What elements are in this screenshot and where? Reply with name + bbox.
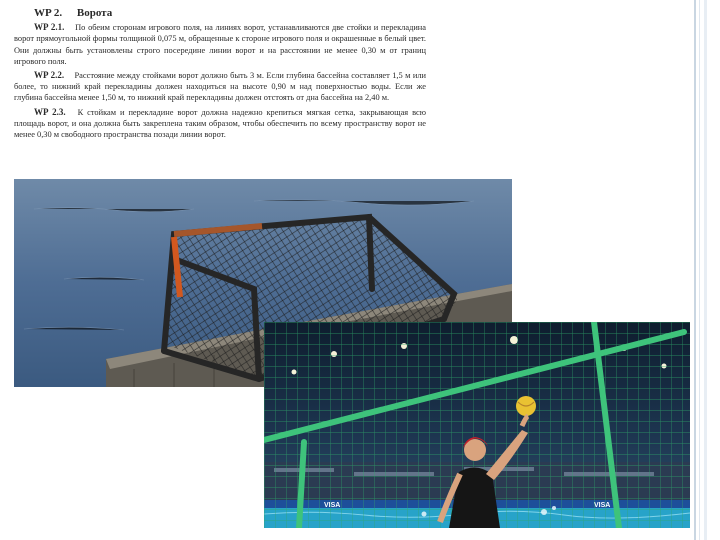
rule-paragraph [14,70,426,104]
slide-right-border [690,0,720,540]
rule-number: WP 2.1. [34,22,65,33]
rule-text: К стойкам и перекладине ворот должна надежно крепиться мягкая сетка, закрывающая всю площадь ворот, и она должна быть закреплена таким образом, чтобы обеспечить по всему пространству ворот не менее 0,30 м свободного пространства позади линии ворот. [14,107,426,140]
rule-text: Расстояние между стойками ворот должно быть 3 м. Если глубина бассейна составляет 1,5 м или более, то нижний край перекладины должен находиться на высоте 0,90 м над поверхностью воды. Если же глубина бассейна менее 1,50 м, то нижний край перекладины должен отстоять от дна бассейна на 2,40 м. [14,71,426,103]
rule-number: WP 2.3. [34,106,66,117]
rule-paragraph [14,107,426,141]
rule-number: WP 2.2. [34,70,65,81]
rule-paragraph [14,22,426,67]
section-heading [34,8,426,19]
rule-text: По обеим сторонам игрового поля, на линиях ворот, устанавливаются две стойки и перекладина ворот прямоугольной формы толщиной 0,075 м, обращенные к стороне игрового поля и окрашенные в белый цвет. Они должны быть установлены строго посередине линии ворот и на расстоянии не менее 0,30 м от границ игрового поля. [14,23,427,66]
photo-goalkeeper [264,322,690,528]
section-title: Ворота [76,7,113,19]
rules-document [14,8,426,143]
section-number: WP 2. [34,7,63,19]
